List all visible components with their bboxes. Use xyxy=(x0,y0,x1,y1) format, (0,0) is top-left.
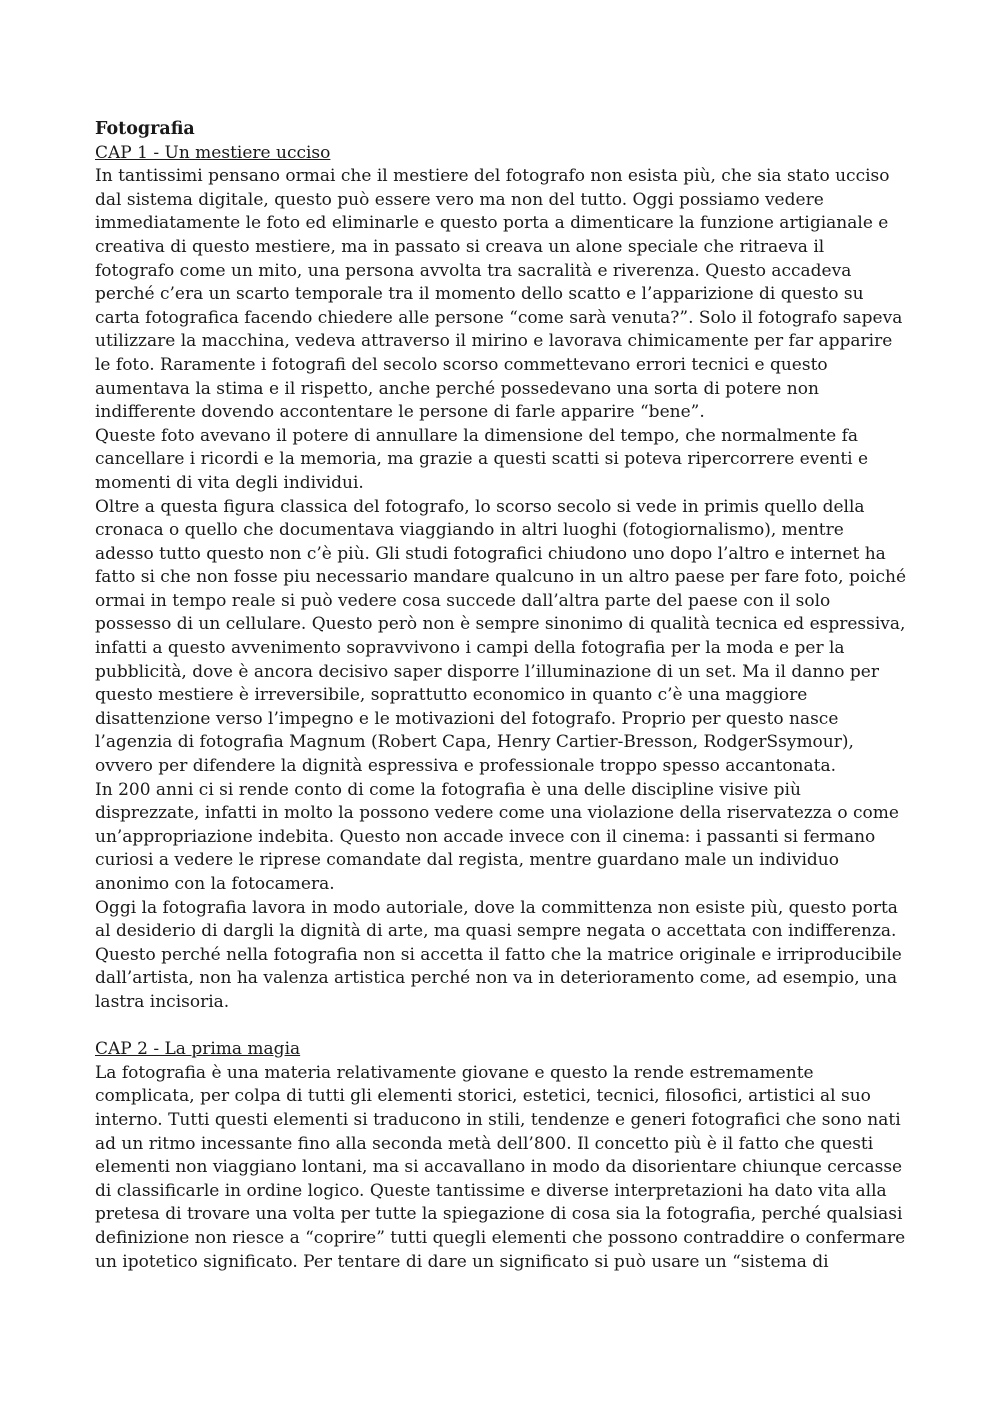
paragraph: Oggi la fotografia lavora in modo autoriale, dove la committenza non esiste più, questo porta al desiderio di dargli la dignità di arte, ma quasi sempre negata o accettata con indifferenza. Questo perché nella fotografia non si accetta il fatto che la matrice originale e irriproducibile dall’artista, non ha valenza artistica perché non va in deterioramento come, ad esempio, una lastra incisoria. xyxy=(95,897,902,1012)
chapter-1-heading: CAP 1 - Un mestiere ucciso xyxy=(95,142,331,163)
paragraph: In tantissimi pensano ormai che il mestiere del fotografo non esista più, che sia stato ucciso dal sistema digitale, questo può essere vero ma non del tutto. Oggi possiamo vedere immediatamente le foto ed eliminarle e questo porta a dimenticare la funzione artigianale e creativa di questo mestiere, ma in passato si creava un alone speciale che ritraeva il fotografo come un mito, una persona avvolta tra sacralità e riverenza. Questo accadeva perché c’era un scarto temporale tra il momento dello scatto e l’apparizione di questo su carta fotografica facendo chiedere alle persone “come sarà venuta?”. Solo il fotografo sapeva utilizzare la macchina, vedeva attraverso il mirino e lavorava chimicamente per far apparire le foto. Raramente i fotografi del secolo scorso commettevano errori tecnici e questo aumentava la stima e il rispetto, anche perché possedevano una sorta di potere non indifferente dovendo accontentare le persone di farle apparire “bene”. xyxy=(95,166,903,423)
paragraph: Queste foto avevano il potere di annullare la dimensione del tempo, che normalmente fa cancellare i ricordi e la memoria, ma grazie a questi scatti si poteva ripercorrere eventi e momenti di vita degli individui. xyxy=(95,425,869,493)
chapter-1 xyxy=(95,142,907,1015)
paragraph: Oltre a questa figura classica del fotografo, lo scorso secolo si vede in primis quello della cronaca o quello che documentava viaggiando in altri luoghi (fotogiornalismo), mentre adesso tutto questo non c’è più. Gli studi fotografici chiudono uno dopo l’altro e internet ha fatto si che non fosse piu necessario mandare qualcuno in un altro paese per fare foto, poiché ormai in tempo reale si può vedere cosa succede dall’altra parte del paese con il solo possesso di un cellulare. Questo però non è sempre sinonimo di qualità tecnica ed espressiva, infatti a questo avvenimento sopravvivono i campi della fotografia per la moda e per la pubblicità, dove è ancora decisivo saper disporre l’illuminazione di un set. Ma il danno per questo mestiere è irreversibile, soprattutto economico in quanto c’è una maggiore disattenzione verso l’impegno e le motivazioni del fotografo. Proprio per questo nasce l’agenzia di fotografia Magnum (Robert Capa, Henry Cartier-Bresson, RodgerSsymour), ovvero per difendere la dignità espressiva e professionale troppo spesso accantonata. xyxy=(95,496,907,777)
document-title: Fotografia xyxy=(95,119,195,139)
chapter-2-heading: CAP 2 - La prima magia xyxy=(95,1039,301,1060)
document-page xyxy=(95,118,907,1274)
section-spacer xyxy=(95,1015,907,1039)
paragraph: In 200 anni ci si rende conto di come la fotografia è una delle discipline visive più disprezzate, infatti in molto la possono vedere come una violazione della riservatezza o come un’appropriazione indebita. Questo non accade invece con il cinema: i passanti si fermano curiosi a vedere le riprese comandate dal regista, mentre guardano male un individuo anonimo con la fotocamera. xyxy=(95,779,899,894)
chapter-2 xyxy=(95,1038,907,1274)
paragraph: La fotografia è una materia relativamente giovane e questo la rende estremamente complicata, per colpa di tutti gli elementi storici, estetici, tecnici, filosofici, artistici al suo interno. Tutti questi elementi si traducono in stili, tendenze e generi fotografici che sono nati ad un ritmo incessante fino alla seconda metà dell’800. Il concetto più è il fatto che questi elementi non viaggiano lontani, ma si accavallano in modo da disorientare chiunque cercasse di classificarle in ordine logico. Queste tantissime e diverse interpretazioni ha dato vita alla pretesa di trovare una volta per tutte la spiegazione di cosa sia la fotografia, perché qualsiasi definizione non riesce a “coprire” tutti quegli elementi che possono contraddire o confermare un ipotetico significato. Per tentare di dare un significato si può usare un “sistema di xyxy=(95,1062,906,1272)
